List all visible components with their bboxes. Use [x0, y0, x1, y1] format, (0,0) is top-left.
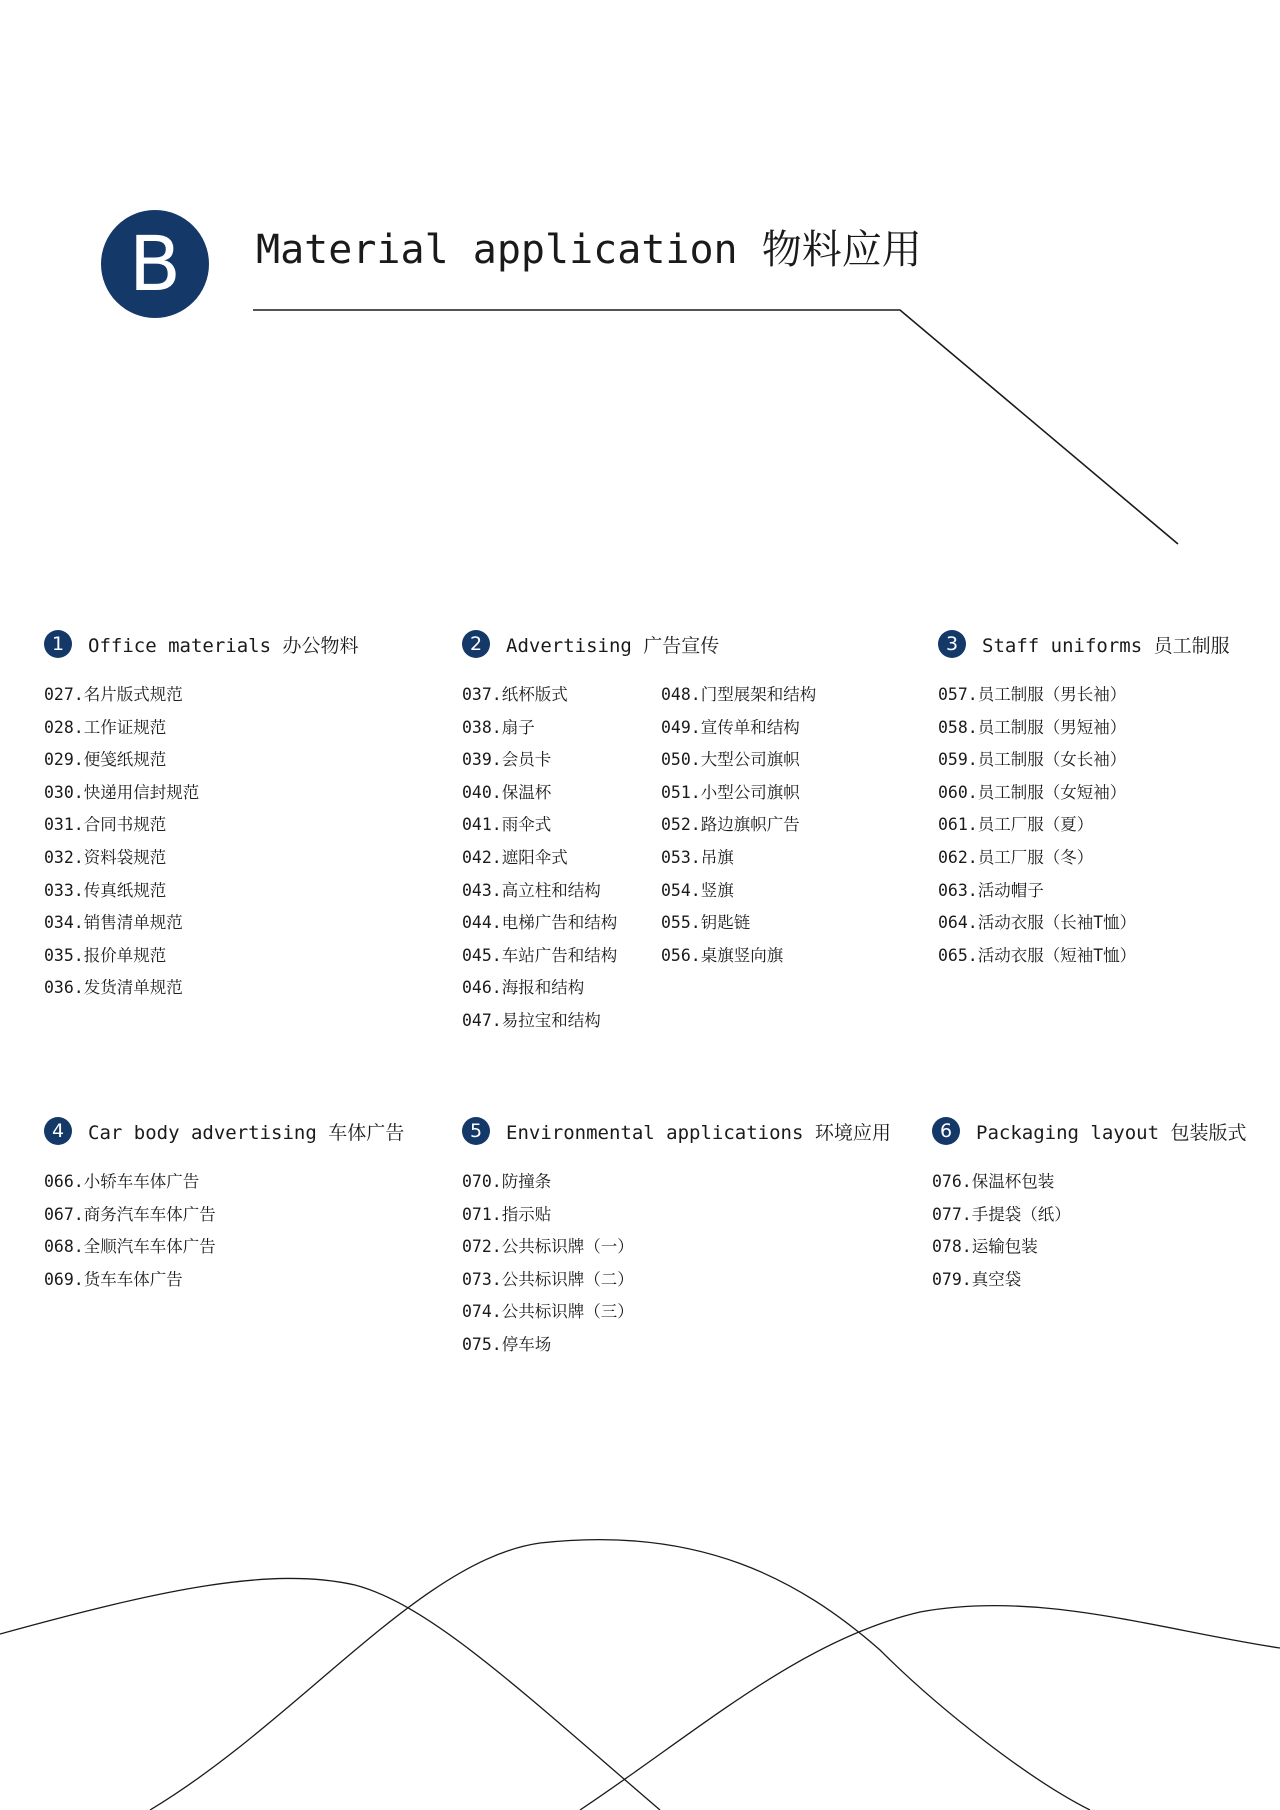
- list-item: 037.纸杯版式: [462, 685, 568, 704]
- list-item: 040.保温杯: [462, 782, 552, 802]
- list-item: 051.小型公司旗帜: [661, 782, 800, 802]
- list-item: 064.活动衣服（长袖T恤）: [938, 913, 1137, 933]
- list-item: 071.指示贴: [462, 1204, 552, 1224]
- list-item: 075.停车场: [462, 1334, 552, 1354]
- list-item: 068.全顺汽车车体广告: [44, 1237, 216, 1257]
- list-item: 045.车站广告和结构: [462, 945, 618, 965]
- item-list: [44, 679, 199, 1005]
- list-item: 052.路边旗帜广告: [661, 815, 800, 835]
- item-list: [661, 679, 816, 972]
- list-item: 074.公共标识牌（三）: [462, 1302, 634, 1322]
- section-title: Environmental applications 环境应用: [506, 1121, 891, 1144]
- item-list: [462, 679, 617, 1038]
- list-item: 059.员工制服（女长袖）: [938, 750, 1127, 770]
- section-number-badge: 3: [938, 630, 966, 658]
- title-underline: [253, 310, 1178, 544]
- list-item: 032.资料袋规范: [44, 847, 167, 867]
- section-number-badge: 5: [462, 1117, 490, 1145]
- section-header: [938, 627, 1230, 661]
- list-item: 044.电梯广告和结构: [462, 913, 618, 933]
- list-item: 055.钥匙链: [661, 913, 751, 933]
- section-number-badge: 2: [462, 630, 490, 658]
- curve-left-hill: [0, 1578, 660, 1810]
- section-number-badge: 1: [44, 630, 72, 658]
- section-advertising: [462, 627, 817, 1030]
- section-packaging-layout: [932, 1114, 1247, 1289]
- page-title: Material application 物料应用: [256, 227, 922, 273]
- section-car-body-advertising: [44, 1114, 405, 1289]
- list-item: 076.保温杯包装: [932, 1172, 1055, 1191]
- list-item: 070.防撞条: [462, 1172, 552, 1191]
- list-item: 065.活动衣服（短袖T恤）: [938, 945, 1137, 965]
- list-item: 066.小轿车车体广告: [44, 1172, 200, 1191]
- list-item: 027.名片版式规范: [44, 685, 183, 704]
- section-number-badge: 6: [932, 1117, 960, 1145]
- list-item: 054.竖旗: [661, 880, 734, 900]
- section-office-materials: [44, 627, 359, 998]
- section-staff-uniforms: [938, 627, 1230, 965]
- list-item: 036.发货清单规范: [44, 978, 183, 998]
- list-item: 030.快递用信封规范: [44, 782, 200, 802]
- list-item: 042.遮阳伞式: [462, 847, 568, 867]
- section-title: Office materials 办公物料: [88, 634, 359, 657]
- section-header: [462, 627, 719, 661]
- list-item: 053.吊旗: [661, 847, 734, 867]
- item-list: [44, 1166, 216, 1296]
- list-item: 046.海报和结构: [462, 978, 585, 998]
- list-item: 062.员工厂服（冬）: [938, 847, 1094, 867]
- list-item: 043.高立柱和结构: [462, 880, 601, 900]
- list-item: 033.传真纸规范: [44, 880, 167, 900]
- list-item: 050.大型公司旗帜: [661, 750, 800, 770]
- section-letter-badge: B: [101, 210, 209, 318]
- list-item: 034.销售清单规范: [44, 913, 183, 933]
- list-item: 031.合同书规范: [44, 815, 167, 835]
- list-item: 029.便笺纸规范: [44, 750, 167, 770]
- list-item: 058.员工制服（男短袖）: [938, 717, 1127, 737]
- list-item: 073.公共标识牌（二）: [462, 1269, 634, 1289]
- section-header: [932, 1114, 1246, 1148]
- section-header: [44, 1114, 404, 1148]
- section-title: Staff uniforms 员工制服: [982, 634, 1230, 657]
- list-item: 048.门型展架和结构: [661, 685, 817, 704]
- list-item: 078.运输包装: [932, 1237, 1038, 1257]
- list-item: 047.易拉宝和结构: [462, 1010, 601, 1030]
- section-number-badge: 4: [44, 1117, 72, 1145]
- list-item: 056.桌旗竖向旗: [661, 945, 784, 965]
- list-item: 039.会员卡: [462, 750, 552, 770]
- section-header: [44, 627, 358, 661]
- list-item: 035.报价单规范: [44, 945, 167, 965]
- curve-center-hill: [150, 1540, 1090, 1810]
- section-header: [462, 1114, 891, 1148]
- list-item: 049.宣传单和结构: [661, 717, 800, 737]
- list-item: 060.员工制服（女短袖）: [938, 782, 1127, 802]
- list-item: 072.公共标识牌（一）: [462, 1237, 634, 1257]
- list-item: 028.工作证规范: [44, 717, 167, 737]
- item-list: [938, 679, 1136, 972]
- list-item: 038.扇子: [462, 717, 535, 737]
- section-title: Advertising 广告宣传: [506, 634, 720, 657]
- list-item: 067.商务汽车车体广告: [44, 1204, 216, 1224]
- list-item: 063.活动帽子: [938, 880, 1044, 900]
- list-item: 069.货车车体广告: [44, 1269, 183, 1289]
- list-item: 057.员工制服（男长袖）: [938, 685, 1127, 704]
- curve-right-hill: [580, 1606, 1280, 1810]
- item-list: [462, 1166, 634, 1362]
- list-item: 079.真空袋: [932, 1269, 1022, 1289]
- section-environmental-applications: [462, 1114, 891, 1354]
- item-list: [932, 1166, 1071, 1296]
- list-item: 077.手提袋（纸）: [932, 1204, 1071, 1224]
- section-title: Car body advertising 车体广告: [88, 1121, 405, 1144]
- section-title: Packaging layout 包装版式: [976, 1121, 1247, 1144]
- list-item: 041.雨伞式: [462, 815, 552, 835]
- list-item: 061.员工厂服（夏）: [938, 815, 1094, 835]
